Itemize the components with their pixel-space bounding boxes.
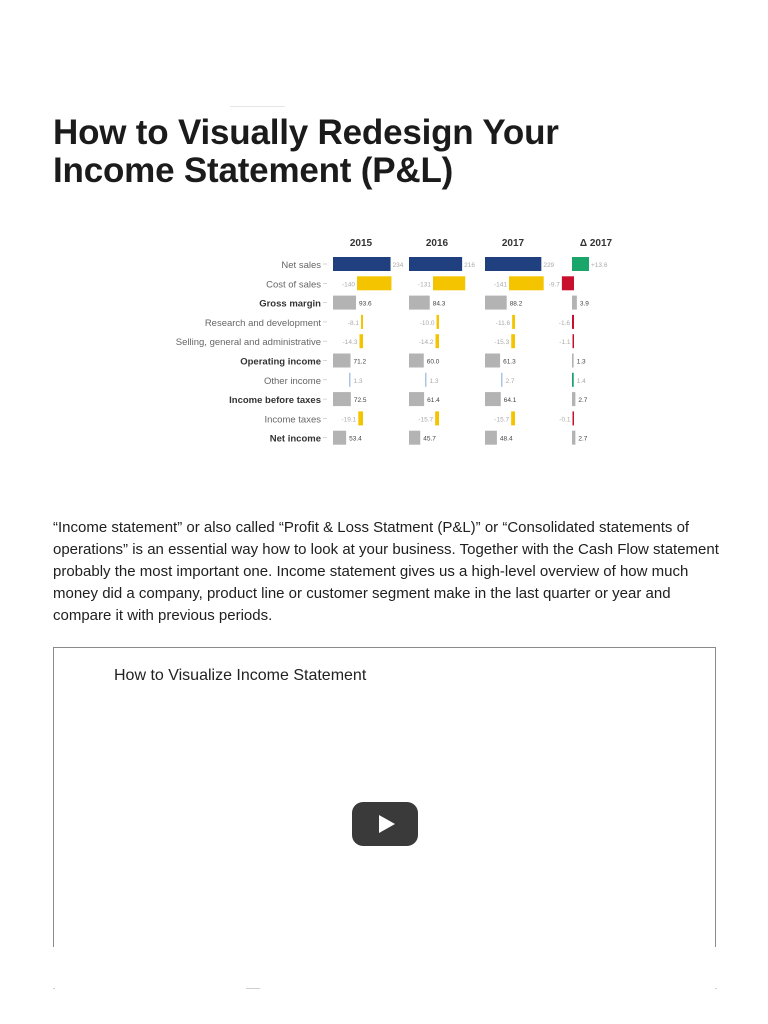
bar-operating-income-2015 [333,354,351,368]
column-header-2016: 2016 [425,238,449,249]
page-corner-mark [53,988,55,989]
bar-net-sales-2016 [409,257,462,271]
bar-selling-general-and-administrative-2017 [511,334,515,348]
income-statement-chart [150,228,630,458]
bar-net-sales-2017 [485,257,541,271]
top-divider [230,106,285,107]
value-label-selling-general-and-administrative-2016: -14.2 [418,339,434,347]
row-label-operating-income: Operating income [240,356,321,368]
article-title-line-1: How to Visually Redesign Your [53,113,559,152]
value-label-net-income-2017: 48.4 [499,435,513,443]
article-title-line-2: Income Statement (P&L) [53,151,454,190]
row-label-research-and-development: Research and development [204,317,321,329]
value-label-research-and-development-2015: -8.1 [347,319,360,327]
bar-income-taxes-2017 [573,411,575,425]
value-label-cost-of-sales-2017: -141 [493,281,507,289]
bar-net-income-2017 [485,431,497,445]
value-label-net-sales-2017: 229 [543,262,555,269]
value-label-income-before-taxes-2015: 72.5 [353,397,367,405]
page-footer-mark [246,988,260,989]
page-corner-mark [715,988,717,989]
bar-research-and-development-2016 [437,315,439,329]
value-label-income-taxes-2017: -15.7 [494,416,510,424]
bar-income-taxes-2017 [511,411,515,425]
row-label-other-income: Other income [263,375,321,387]
value-label-gross-margin-2015: 93.6 [359,300,372,308]
column-header-2017: Δ 2017 [579,238,613,249]
bar-income-before-taxes-2015 [333,392,351,406]
bar-selling-general-and-administrative-2017 [573,334,575,348]
value-label-selling-general-and-administrative-2015: -14.3 [342,339,358,347]
value-label-cost-of-sales-2015: -140 [341,281,355,289]
value-label-other-income-2017: 1.4 [576,377,586,385]
bar-gross-margin-2017 [572,296,577,310]
row-label-net-income: Net income [269,433,321,445]
video-embed[interactable] [53,647,716,947]
income-statement-chart-svg [150,228,630,458]
value-label-income-before-taxes-2016: 61.4 [427,397,440,405]
intro-paragraph: “Income statement” or also called “Profit & Loss Statment (P&L)” or “Consolidated statements of operations” is an essential way how to look at your business. Together with the Cash Flow statement probably the most important one. Income statement gives us a high-level overview of how much money did a company, product line or customer segment make in the last quarter or year and compare it with previous periods. [53,519,719,624]
value-label-selling-general-and-administrative-2017: -1.1 [559,339,571,347]
row-label-income-before-taxes: Income before taxes [229,395,321,407]
column-header-2017: 2017 [501,238,525,249]
bar-cost-of-sales-2017 [509,276,544,290]
row-label-selling-general-and-administrative: Selling, general and administrative [175,337,321,349]
bar-income-taxes-2015 [358,411,363,425]
play-icon [379,815,395,833]
column-header-2015: 2015 [349,238,373,249]
bar-net-sales-2015 [333,257,391,271]
bar-cost-of-sales-2016 [433,276,465,290]
value-label-research-and-development-2017: -1.6 [558,319,570,327]
row-label-gross-margin: Gross margin [259,298,321,310]
article-title [53,114,733,190]
value-label-selling-general-and-administrative-2017: -15.3 [494,339,510,347]
bar-gross-margin-2016 [409,296,430,310]
bar-net-income-2017 [572,431,575,445]
bar-net-income-2015 [333,431,346,445]
value-label-research-and-development-2017: -11.6 [495,319,511,327]
value-label-research-and-development-2016: -10.0 [419,319,435,327]
bar-operating-income-2016 [409,354,424,368]
bar-cost-of-sales-2017 [562,276,574,290]
bar-cost-of-sales-2015 [357,276,391,290]
row-label-income-taxes: Income taxes [264,414,321,426]
bar-gross-margin-2017 [485,296,507,310]
bar-income-before-taxes-2017 [572,392,575,406]
bar-gross-margin-2015 [333,296,356,310]
bar-net-sales-2017 [572,257,589,271]
value-label-operating-income-2017: 61.3 [503,358,516,366]
bar-operating-income-2017 [485,354,500,368]
value-label-gross-margin-2016: 84.3 [432,300,446,308]
play-button[interactable] [352,802,418,846]
bar-other-income-2016 [425,373,427,387]
bar-other-income-2017 [501,373,503,387]
row-label-net-sales: Net sales [281,260,321,271]
bar-selling-general-and-administrative-2015 [359,334,363,348]
bar-selling-general-and-administrative-2016 [436,334,439,348]
bar-net-income-2016 [409,431,420,445]
value-label-income-taxes-2015: -19.1 [341,416,357,424]
value-label-cost-of-sales-2016: -131 [417,281,431,289]
value-label-gross-margin-2017: 3.9 [579,300,589,308]
value-label-other-income-2017: 2.7 [505,377,515,385]
bar-research-and-development-2017 [572,315,574,329]
value-label-gross-margin-2017: 88.2 [509,300,523,308]
bar-research-and-development-2015 [361,315,363,329]
value-label-income-taxes-2016: -15.7 [418,416,434,424]
bar-research-and-development-2017 [512,315,515,329]
value-label-net-sales-2017: +13.6 [591,262,608,269]
value-label-other-income-2016: 1.3 [429,377,439,385]
bar-income-taxes-2016 [435,411,439,425]
value-label-operating-income-2016: 60.0 [426,358,440,366]
value-label-cost-of-sales-2017: -9.7 [548,281,560,289]
row-label-cost-of-sales: Cost of sales [266,279,321,291]
value-label-net-income-2015: 53.4 [349,435,362,443]
value-label-net-income-2017: 2.7 [578,435,588,443]
value-label-net-sales-2015: 234 [392,262,404,269]
value-label-operating-income-2015: 71.2 [353,358,367,366]
value-label-other-income-2015: 1.3 [353,377,363,385]
value-label-operating-income-2017: 1.3 [576,358,586,366]
value-label-income-before-taxes-2017: 2.7 [578,397,588,405]
bar-income-before-taxes-2016 [409,392,424,406]
value-label-net-sales-2016: 216 [464,262,475,269]
value-label-income-before-taxes-2017: 64.1 [503,397,517,405]
bar-other-income-2017 [572,373,574,387]
value-label-income-taxes-2017: -0.1 [559,416,571,424]
bar-other-income-2015 [349,373,351,387]
bar-operating-income-2017 [572,354,574,368]
value-label-net-income-2016: 45.7 [423,435,436,443]
bar-income-before-taxes-2017 [485,392,501,406]
video-title[interactable]: How to Visualize Income Statement [114,667,367,684]
